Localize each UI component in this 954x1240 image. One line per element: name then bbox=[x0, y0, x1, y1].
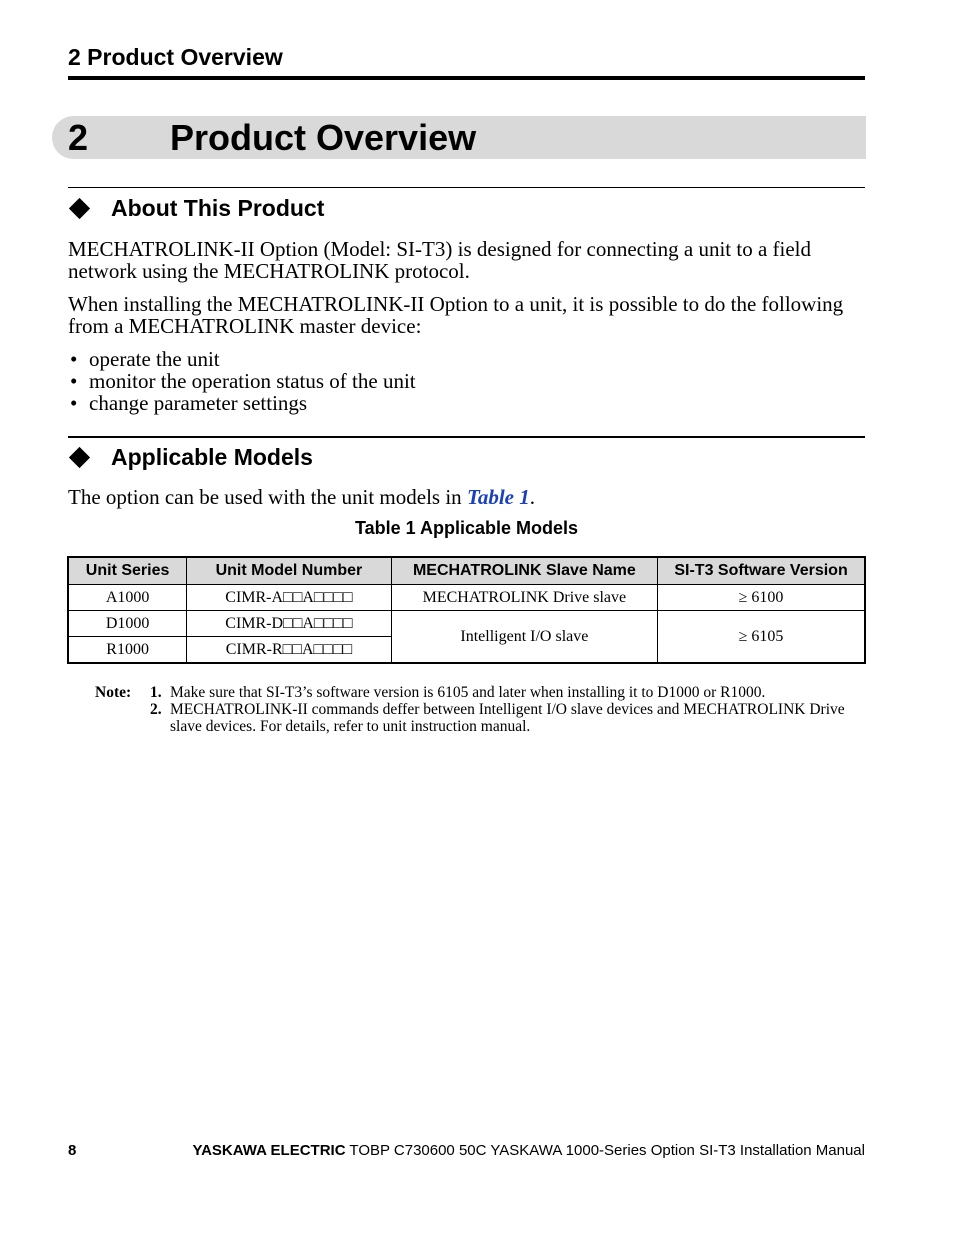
unit-model-cell: CIMR-R□□A□□□□ bbox=[187, 637, 391, 664]
publication-footer bbox=[192, 1142, 865, 1159]
notes-block bbox=[95, 684, 865, 735]
unit-series-cell: R1000 bbox=[68, 637, 187, 664]
table-header-row bbox=[68, 557, 865, 585]
software-version-cell: ≥ 6105 bbox=[658, 611, 865, 664]
note-label: Note: bbox=[95, 684, 132, 701]
header-rule bbox=[68, 76, 865, 80]
note-item: Note: 1. Make sure that SI-T3’s software version is 6105 and later when installing it to D1000 or R1000. bbox=[95, 684, 766, 701]
running-header: 2 Product Overview bbox=[68, 44, 283, 70]
chapter-title: Product Overview bbox=[170, 117, 477, 158]
note-item: 2. MECHATROLINK-II commands deffer between Intelligent I/O slave devices and MECHATROLINK Drive slave devices. For details, refer to unit instruction manual. bbox=[150, 701, 845, 735]
list-item: • monitor the operation status of the unit bbox=[70, 369, 416, 393]
bullet-dot-icon: • bbox=[70, 347, 78, 371]
list-item: • operate the unit bbox=[70, 347, 220, 371]
bullet-dot-icon: • bbox=[70, 369, 78, 393]
list-item: • change parameter settings bbox=[70, 391, 308, 415]
column-header: SI-T3 Software Version bbox=[658, 557, 865, 585]
table-caption: Table 1 Applicable Models bbox=[354, 518, 579, 538]
unit-series-cell: D1000 bbox=[68, 611, 187, 637]
section-title: About This Product bbox=[111, 195, 325, 221]
chapter-heading bbox=[52, 116, 866, 159]
section-rule-models bbox=[68, 436, 865, 438]
section-heading-models bbox=[68, 444, 313, 471]
feature-list bbox=[70, 348, 416, 414]
diamond-bullet-icon bbox=[69, 198, 90, 219]
section-title: Applicable Models bbox=[111, 444, 313, 470]
column-header: Unit Series bbox=[68, 557, 187, 585]
document-id: TOBP C730600 50C YASKAWA 1000-Series Option SI-T3 Installation Manual bbox=[345, 1142, 865, 1159]
slave-name-cell: MECHATROLINK Drive slave bbox=[391, 585, 657, 611]
bullet-dot-icon: • bbox=[70, 391, 78, 415]
models-intro: The option can be used with the unit models in Table 1. bbox=[68, 485, 535, 509]
table-row bbox=[68, 611, 865, 637]
column-header: Unit Model Number bbox=[187, 557, 391, 585]
section-heading-about bbox=[68, 195, 324, 222]
slave-name-cell: Intelligent I/O slave bbox=[391, 611, 657, 664]
table-row bbox=[68, 585, 865, 611]
about-paragraph-1: MECHATROLINK-II Option (Model: SI-T3) is designed for connecting a unit to a field network using the MECHATROLINK protocol. bbox=[68, 237, 812, 283]
page-number: 8 bbox=[68, 1142, 77, 1159]
unit-model-cell: CIMR-A□□A□□□□ bbox=[187, 585, 391, 611]
about-paragraph-2: When installing the MECHATROLINK-II Option to a unit, it is possible to do the following from a MECHATROLINK master device: bbox=[68, 292, 844, 338]
section-rule-about bbox=[68, 187, 865, 188]
unit-model-cell: CIMR-D□□A□□□□ bbox=[187, 611, 391, 637]
chapter-number: 2 bbox=[68, 117, 89, 158]
diamond-bullet-icon bbox=[69, 447, 90, 468]
company-name: YASKAWA ELECTRIC bbox=[192, 1142, 346, 1159]
applicable-models-table bbox=[67, 556, 866, 664]
software-version-cell: ≥ 6100 bbox=[658, 585, 865, 611]
unit-series-cell: A1000 bbox=[68, 585, 187, 611]
column-header: MECHATROLINK Slave Name bbox=[391, 557, 657, 585]
table-reference-link[interactable]: Table 1 bbox=[466, 485, 530, 509]
